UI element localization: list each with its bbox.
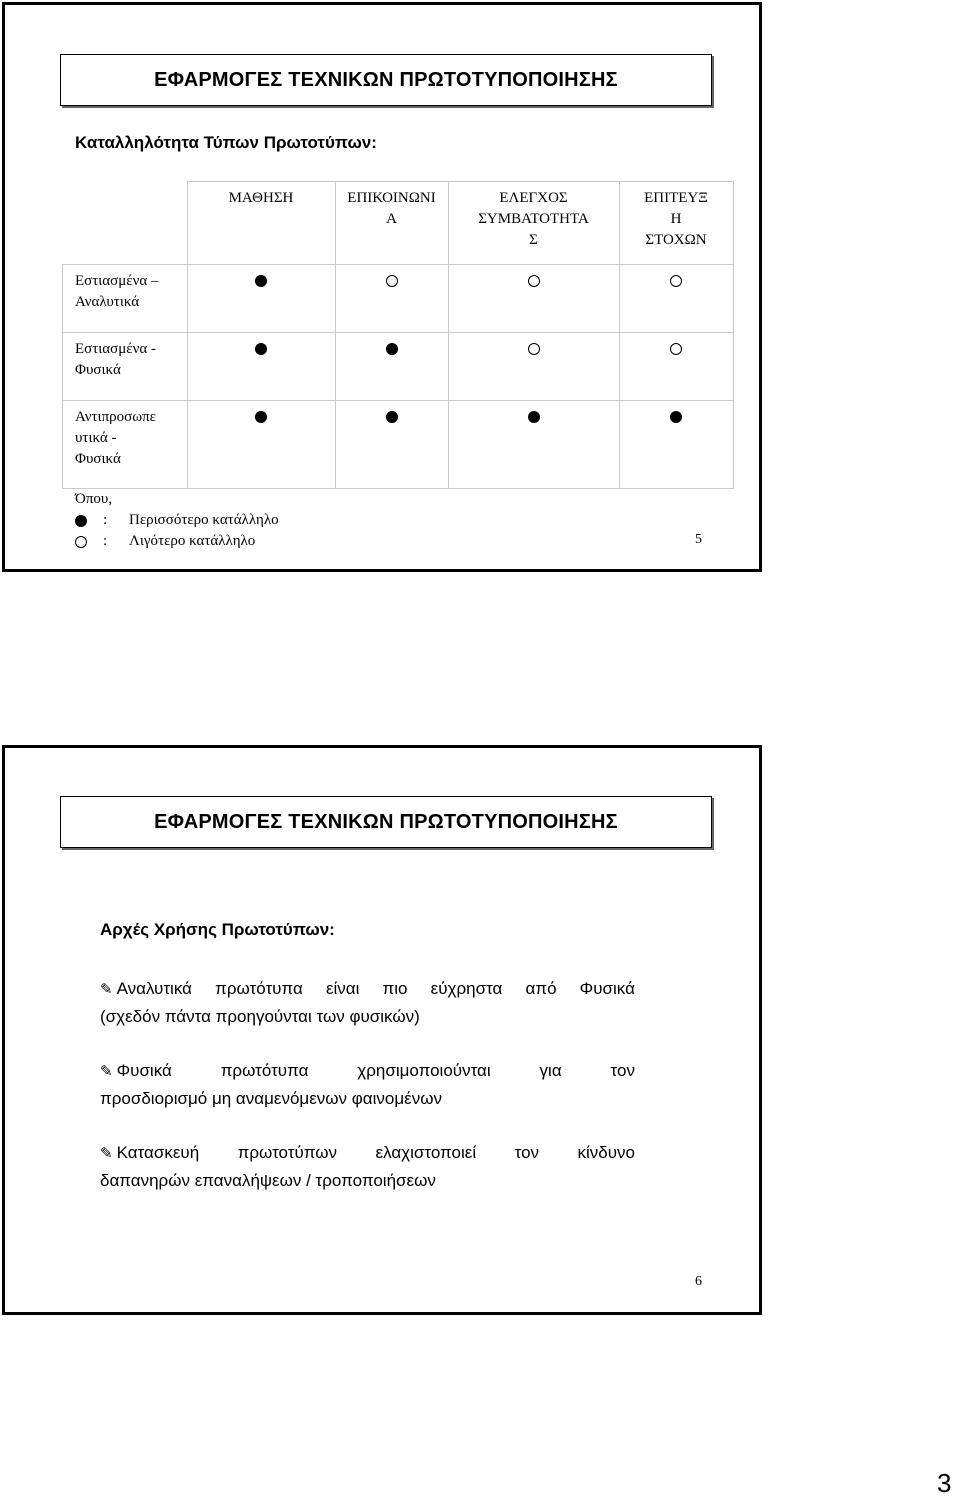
column-header-text: ΣΥΜΒΑΤΟΤΗΤΑ [478, 211, 589, 227]
pen-pointer-icon: ✎ [100, 981, 113, 998]
table-row [63, 333, 734, 401]
filled-dot-icon [386, 343, 398, 355]
bullet-item: ✎ Φυσικά πρωτότυπα χρησιμοποιούνται για τον προσδιορισμό μη αναμενόμενων φαινομένων [100, 1061, 635, 1108]
legend-label: Περισσότερο κατάλληλο [129, 512, 279, 528]
hollow-circle-icon [386, 275, 398, 287]
hollow-circle-icon [528, 343, 540, 355]
filled-dot-icon [528, 411, 540, 423]
document-page-number: 3 [937, 1468, 952, 1498]
column-header-text: Σ [529, 232, 538, 248]
legend-intro: Όπου, [75, 491, 113, 507]
pen-pointer-icon: ✎ [100, 1145, 113, 1162]
filled-dot-icon [255, 411, 267, 423]
column-header [448, 182, 619, 265]
filled-dot-icon [386, 411, 398, 423]
legend-item-less: : Λιγότερο κατάλληλο [75, 531, 279, 552]
column-header-text: ΣΤΟΧΩΝ [645, 232, 707, 248]
pen-pointer-icon: ✎ [100, 1063, 113, 1080]
column-header-text: ΕΠΙΤΕΥΞ [644, 190, 708, 206]
hollow-circle-icon [75, 536, 87, 548]
hollow-circle-icon [528, 275, 540, 287]
filled-dot-icon [75, 515, 87, 527]
filled-dot-icon [670, 411, 682, 423]
column-header-text: Α [386, 211, 397, 227]
slide-5 [2, 2, 762, 572]
column-header-text: Η [670, 211, 682, 227]
row-label: Αντιπροσωπε υτικά - Φυσικά [63, 401, 188, 489]
column-header-text: ΕΠΙΚΟΙΝΩΝΙ [347, 190, 436, 206]
table-corner [63, 182, 188, 265]
row-label: Εστιασμένα – Αναλυτικά [63, 265, 188, 333]
legend [75, 489, 279, 552]
slide-subtitle: Καταλληλότητα Τύπων Πρωτοτύπων: [75, 133, 377, 152]
filled-dot-icon [255, 343, 267, 355]
slide-title: ΕΦΑΡΜΟΓΕΣ ΤΕΧΝΙΚΩΝ ΠΡΩΤΟΤΥΠΟΠΟΙΗΣΗΣ [60, 796, 712, 848]
table-row [63, 265, 734, 333]
hollow-circle-icon [670, 343, 682, 355]
column-header [335, 182, 448, 265]
slide-page-number: 5 [695, 532, 702, 547]
slide-6 [2, 745, 762, 1315]
slide-page-number: 6 [695, 1274, 702, 1289]
slide-subtitle: Αρχές Χρήσης Πρωτοτύπων: [100, 920, 335, 939]
suitability-table [62, 181, 734, 489]
bullet-item: ✎ Αναλυτικά πρωτότυπα είναι πιο εύχρηστα από Φυσικά (σχεδόν πάντα προηγούνται των φυσικών) [100, 979, 635, 1026]
bullet-item: ✎ Κατασκευή πρωτοτύπων ελαχιστοποιεί τον κίνδυνο δαπανηρών επαναλήψεων / τροποποιήσεων [100, 1143, 635, 1190]
table-row [63, 401, 734, 489]
column-header [619, 182, 733, 265]
column-header-text: ΜΑΘΗΣΗ [228, 190, 294, 206]
legend-label: Λιγότερο κατάλληλο [129, 533, 256, 549]
table-header-row [63, 182, 734, 265]
row-label: Εστιασμένα - Φυσικά [63, 333, 188, 401]
hollow-circle-icon [670, 275, 682, 287]
column-header-text: ΕΛΕΓΧΟΣ [499, 190, 568, 206]
legend-item-more: : Περισσότερο κατάλληλο [75, 510, 279, 531]
filled-dot-icon [255, 275, 267, 287]
column-header [187, 182, 335, 265]
slide-title: ΕΦΑΡΜΟΓΕΣ ΤΕΧΝΙΚΩΝ ΠΡΩΤΟΤΥΠΟΠΟΙΗΣΗΣ [60, 54, 712, 106]
